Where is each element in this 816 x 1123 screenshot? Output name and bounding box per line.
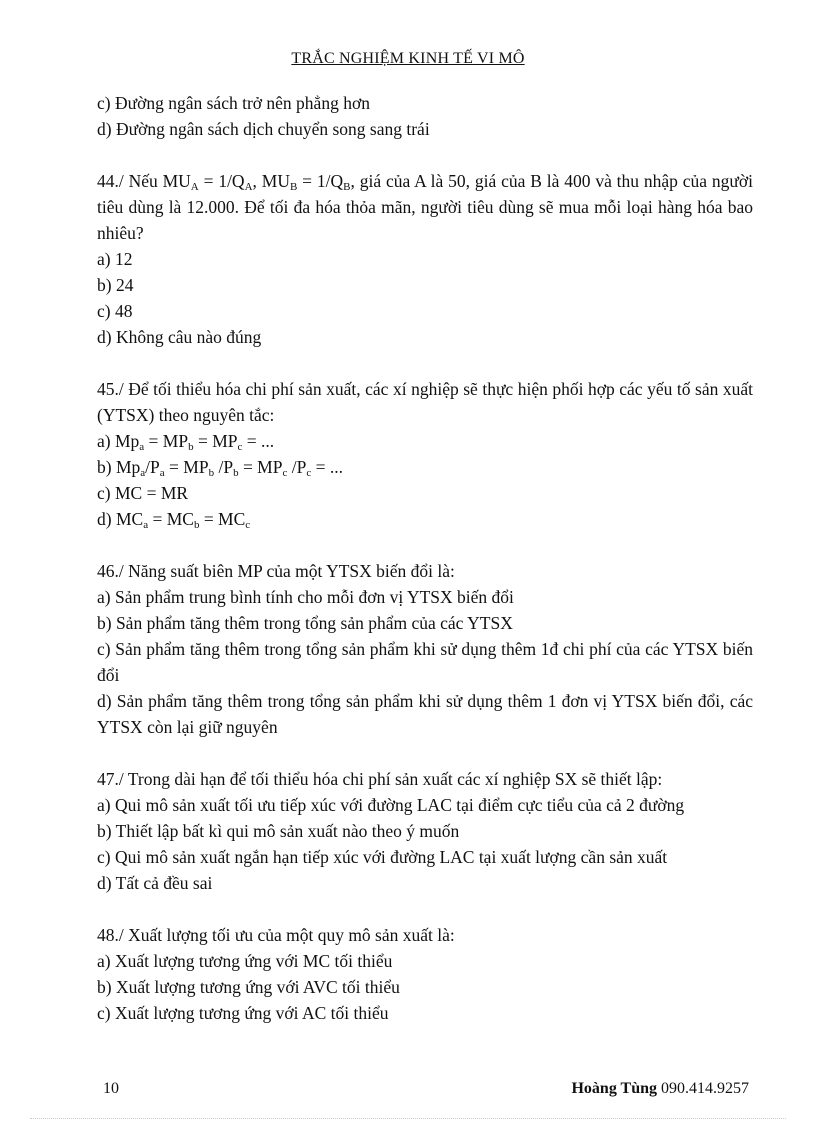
q45-option-b: b) $Mp_a/P_a = MP_b$ $/P_b = MP_c$ $/P_c$ = ...	[97, 457, 343, 479]
q44-option-b: b) 24	[97, 275, 134, 295]
q46-option-d: d) Sản phẩm tăng thêm trong tổng sản phẩm khi sử dụng thêm 1 đơn vị YTSX biến đổi, các YTSX còn lại giữ nguyên	[97, 691, 753, 737]
q44-option-c: c) 48	[97, 301, 133, 321]
q45-option-d: d) $MC_a = MC_b = MC_c$	[97, 509, 251, 531]
q47-option-a: a) Qui mô sản xuất tối ưu tiếp xúc với đường LAC tại điểm cực tiểu của cả 2 đường	[97, 795, 685, 815]
q43-option-c: c) Đường ngân sách trở nên phẳng hơn	[97, 93, 370, 113]
page-number: 10	[103, 1080, 119, 1097]
q44-option-a: a) 12	[97, 249, 133, 269]
page-title: TRẮC NGHIỆM KINH TẾ VI MÔ	[291, 50, 525, 67]
q48-stem: 48./ Xuất lượng tối ưu của một quy mô sản xuất là:	[97, 925, 455, 945]
q45-option-c: c) MC = MR	[97, 483, 189, 503]
q46-option-b: b) Sản phẩm tăng thêm trong tổng sản phẩm của các YTSX	[97, 613, 513, 633]
document-body	[97, 90, 753, 1026]
q46-option-a: a) Sản phẩm trung bình tính cho mỗi đơn vị YTSX biến đổi	[97, 587, 514, 607]
q44-stem: 44./ Nếu $MU_A = 1/Q_A$, $MU_B = 1/Q_B$, giá của A là 50, giá của B là 400 và thu nhập của người tiêu dùng là 12.000. Để tối đa hóa thỏa mãn, người tiêu dùng sẽ mua mỗi loại hàng hóa bao nhiêu?	[97, 171, 754, 243]
q47-option-c: c) Qui mô sản xuất ngắn hạn tiếp xúc với đường LAC tại xuất lượng cần sản xuất	[97, 847, 668, 867]
author-info	[571, 1080, 749, 1098]
q48-option-a: a) Xuất lượng tương ứng với MC tối thiểu	[97, 951, 393, 971]
q48-option-c: c) Xuất lượng tương ứng với AC tối thiểu	[97, 1003, 389, 1023]
q46-stem: 46./ Năng suất biên MP của một YTSX biến đổi là:	[97, 561, 455, 581]
page-bottom-rule	[30, 1118, 786, 1119]
q46-option-c: c) Sản phẩm tăng thêm trong tổng sản phẩm khi sử dụng thêm 1đ chi phí của các YTSX biến đổi	[97, 639, 753, 685]
q48-option-b: b) Xuất lượng tương ứng với AVC tối thiểu	[97, 977, 400, 997]
q44-option-d: d) Không câu nào đúng	[97, 327, 262, 347]
author-phone: 090.414.9257	[661, 1080, 749, 1097]
q45-stem: 45./ Để tối thiểu hóa chi phí sản xuất, các xí nghiệp sẽ thực hiện phối hợp các yếu tố sản xuất (YTSX) theo nguyên tắc:	[97, 379, 753, 425]
author-name: Hoàng Tùng	[571, 1080, 657, 1097]
q47-option-b: b) Thiết lập bất kì qui mô sản xuất nào theo ý muốn	[97, 821, 460, 841]
q43-option-d: d) Đường ngân sách dịch chuyển song sang trái	[97, 119, 430, 139]
q47-stem: 47./ Trong dài hạn để tối thiểu hóa chi phí sản xuất các xí nghiệp SX sẽ thiết lập:	[97, 769, 663, 789]
q45-option-a: a) $Mp_a = MP_b = MP_c$ = ...	[97, 431, 275, 453]
q47-option-d: d) Tất cả đều sai	[97, 873, 213, 893]
